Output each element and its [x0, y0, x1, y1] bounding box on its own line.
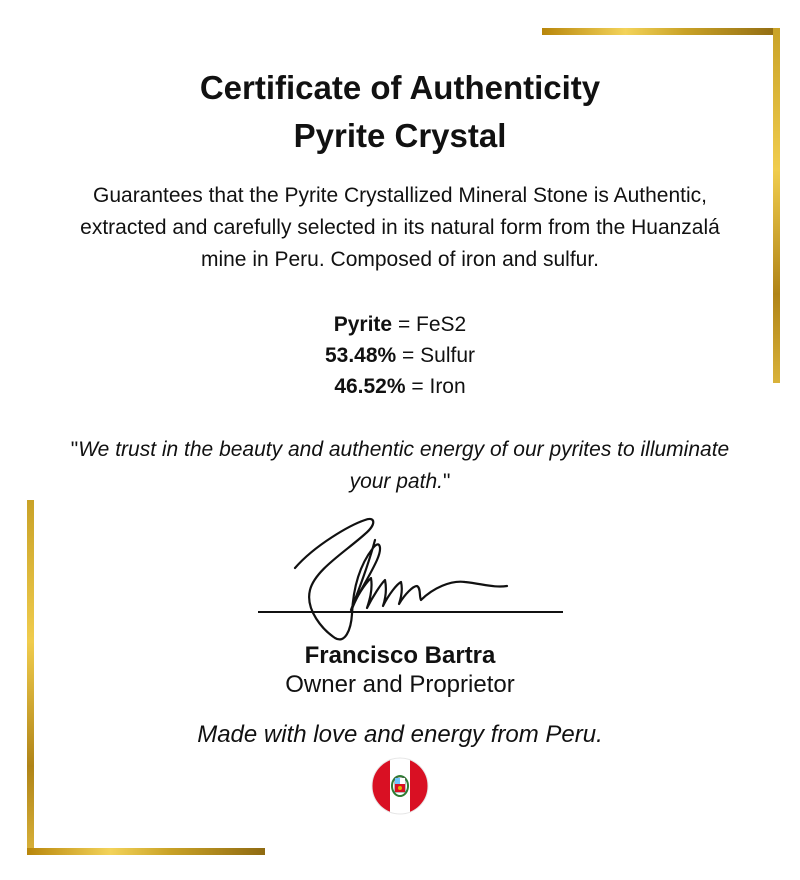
certificate-title: Certificate of Authenticity	[199, 69, 601, 106]
signature-scribble	[255, 510, 575, 650]
signer-name: Francisco Bartra	[304, 642, 496, 669]
formula-line-iron	[0, 371, 800, 403]
formula-label: 53.48%	[324, 344, 397, 367]
gold-frame-top-right-horizontal	[542, 28, 780, 35]
signer-role: Owner and Proprietor	[285, 671, 515, 698]
gold-frame-bottom-left-horizontal	[27, 848, 265, 855]
quote-open-mark: "	[70, 438, 79, 461]
quote-close-mark: "	[442, 470, 451, 493]
formula-value: = Sulfur	[396, 344, 476, 367]
quote-text: We trust in the beauty and authentic energy of our pyrites to illuminate your path.	[78, 438, 730, 493]
peru-flag-icon	[371, 757, 429, 815]
tagline: Made with love and energy from Peru.	[197, 721, 603, 748]
formula-label: 46.52%	[334, 375, 406, 398]
signature-line	[258, 611, 563, 613]
formula-value: = Iron	[405, 375, 466, 398]
formula-label: Pyrite	[333, 313, 393, 336]
formula-value: = FeS2	[392, 313, 467, 336]
certificate-intro: Guarantees that the Pyrite Crystallized Mineral Stone is Authentic, extracted and carefully selected in its natural form from the Huanzalá mine in Peru. Composed of iron and sulfur.	[80, 184, 720, 271]
formula-line-sulfur	[0, 340, 800, 372]
formula-line-pyrite	[0, 309, 800, 341]
brand-quote	[70, 434, 730, 498]
certificate-subtitle: Pyrite Crystal	[293, 117, 507, 154]
